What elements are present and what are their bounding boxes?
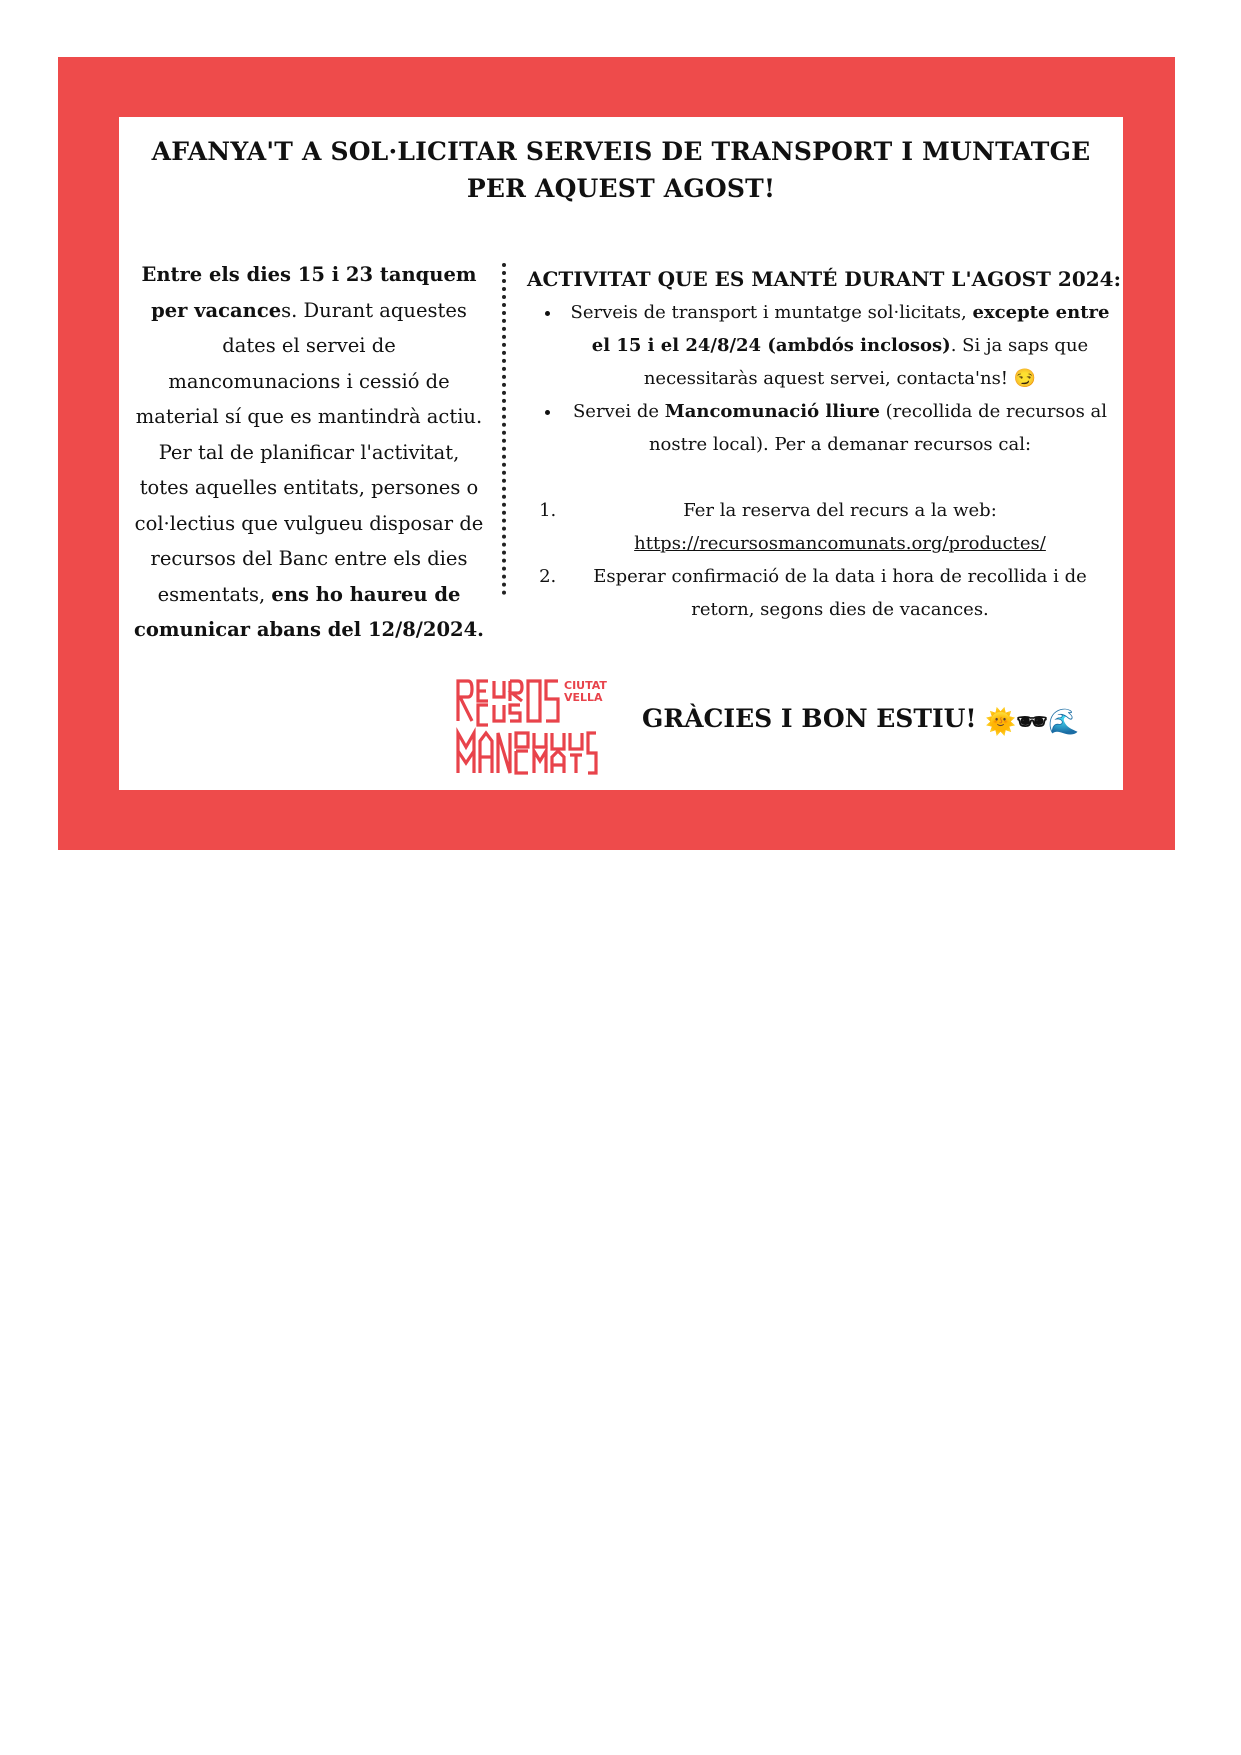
logo-tag-vella: VELLA xyxy=(564,691,603,704)
closure-body: s. Durant aquestes dates el servei de mancomunacions i cessió de material sí que es mantindrà actiu. Per tal de planificar l'activitat, totes aquelles entitats, persones o col·lectius que vulgueu disposar de recursos del Banc entre els dies esmentats, xyxy=(134,298,484,606)
dotted-divider xyxy=(502,263,506,595)
sun-sunglasses-wave-icon: 🌞🕶🌊 xyxy=(985,707,1080,736)
activity-list xyxy=(527,296,1112,461)
step-confirm-text: Esperar confirmació de la data i hora de recollida i de retorn, segons dies de vacances. xyxy=(593,566,1087,620)
step-confirm xyxy=(562,560,1112,626)
august-activity xyxy=(527,262,1121,626)
steps-list xyxy=(527,494,1112,626)
activity-item-mancomunacio xyxy=(562,395,1112,461)
thanks-message xyxy=(642,701,1079,740)
closure-notice xyxy=(134,257,484,648)
step-reserve xyxy=(562,494,1112,560)
step-reserve-text: Fer la reserva del recurs a la web: xyxy=(683,500,997,521)
logo-tag-ciutat: CIUTAT xyxy=(564,679,607,692)
title-line-2: PER AQUEST AGOST! xyxy=(466,174,776,203)
mancomunacio-name: Mancomunació lliure xyxy=(664,401,880,422)
notice-card xyxy=(119,117,1123,790)
page-title xyxy=(119,133,1123,207)
closure-deadline: ens ho haureu de comunicar abans del 12/8/2024. xyxy=(134,582,484,641)
transport-text: Serveis de transport i muntatge sol·licitats, xyxy=(570,302,973,323)
activity-item-transport xyxy=(562,296,1112,395)
products-link[interactable]: https://recursosmancomunats.org/productes/ xyxy=(634,533,1046,554)
mancomunacio-text: Servei de xyxy=(572,401,665,422)
activity-heading: ACTIVITAT QUE ES MANTÉ DURANT L'AGOST 2024: xyxy=(527,267,1121,291)
title-line-1: AFANYA'T A SOL·LICITAR SERVEIS DE TRANSPORT I MUNTATGE xyxy=(151,137,1091,166)
closure-intro: Entre els dies 15 i 23 tanquem per vacance xyxy=(141,263,477,322)
transport-exception: excepte entre el 15 i el 24/8/24 (ambdós inclosos) xyxy=(591,302,1110,356)
transport-contact: . Si ja saps que necessitaràs aquest servei, contacta'ns! 😏 xyxy=(643,335,1089,389)
recursos-mancomunats-logo xyxy=(454,677,607,777)
thanks-text: GRÀCIES I BON ESTIU! xyxy=(642,704,977,733)
mancomunacio-detail: (recollida de recursos al nostre local). Per a demanar recursos cal: xyxy=(648,401,1108,455)
